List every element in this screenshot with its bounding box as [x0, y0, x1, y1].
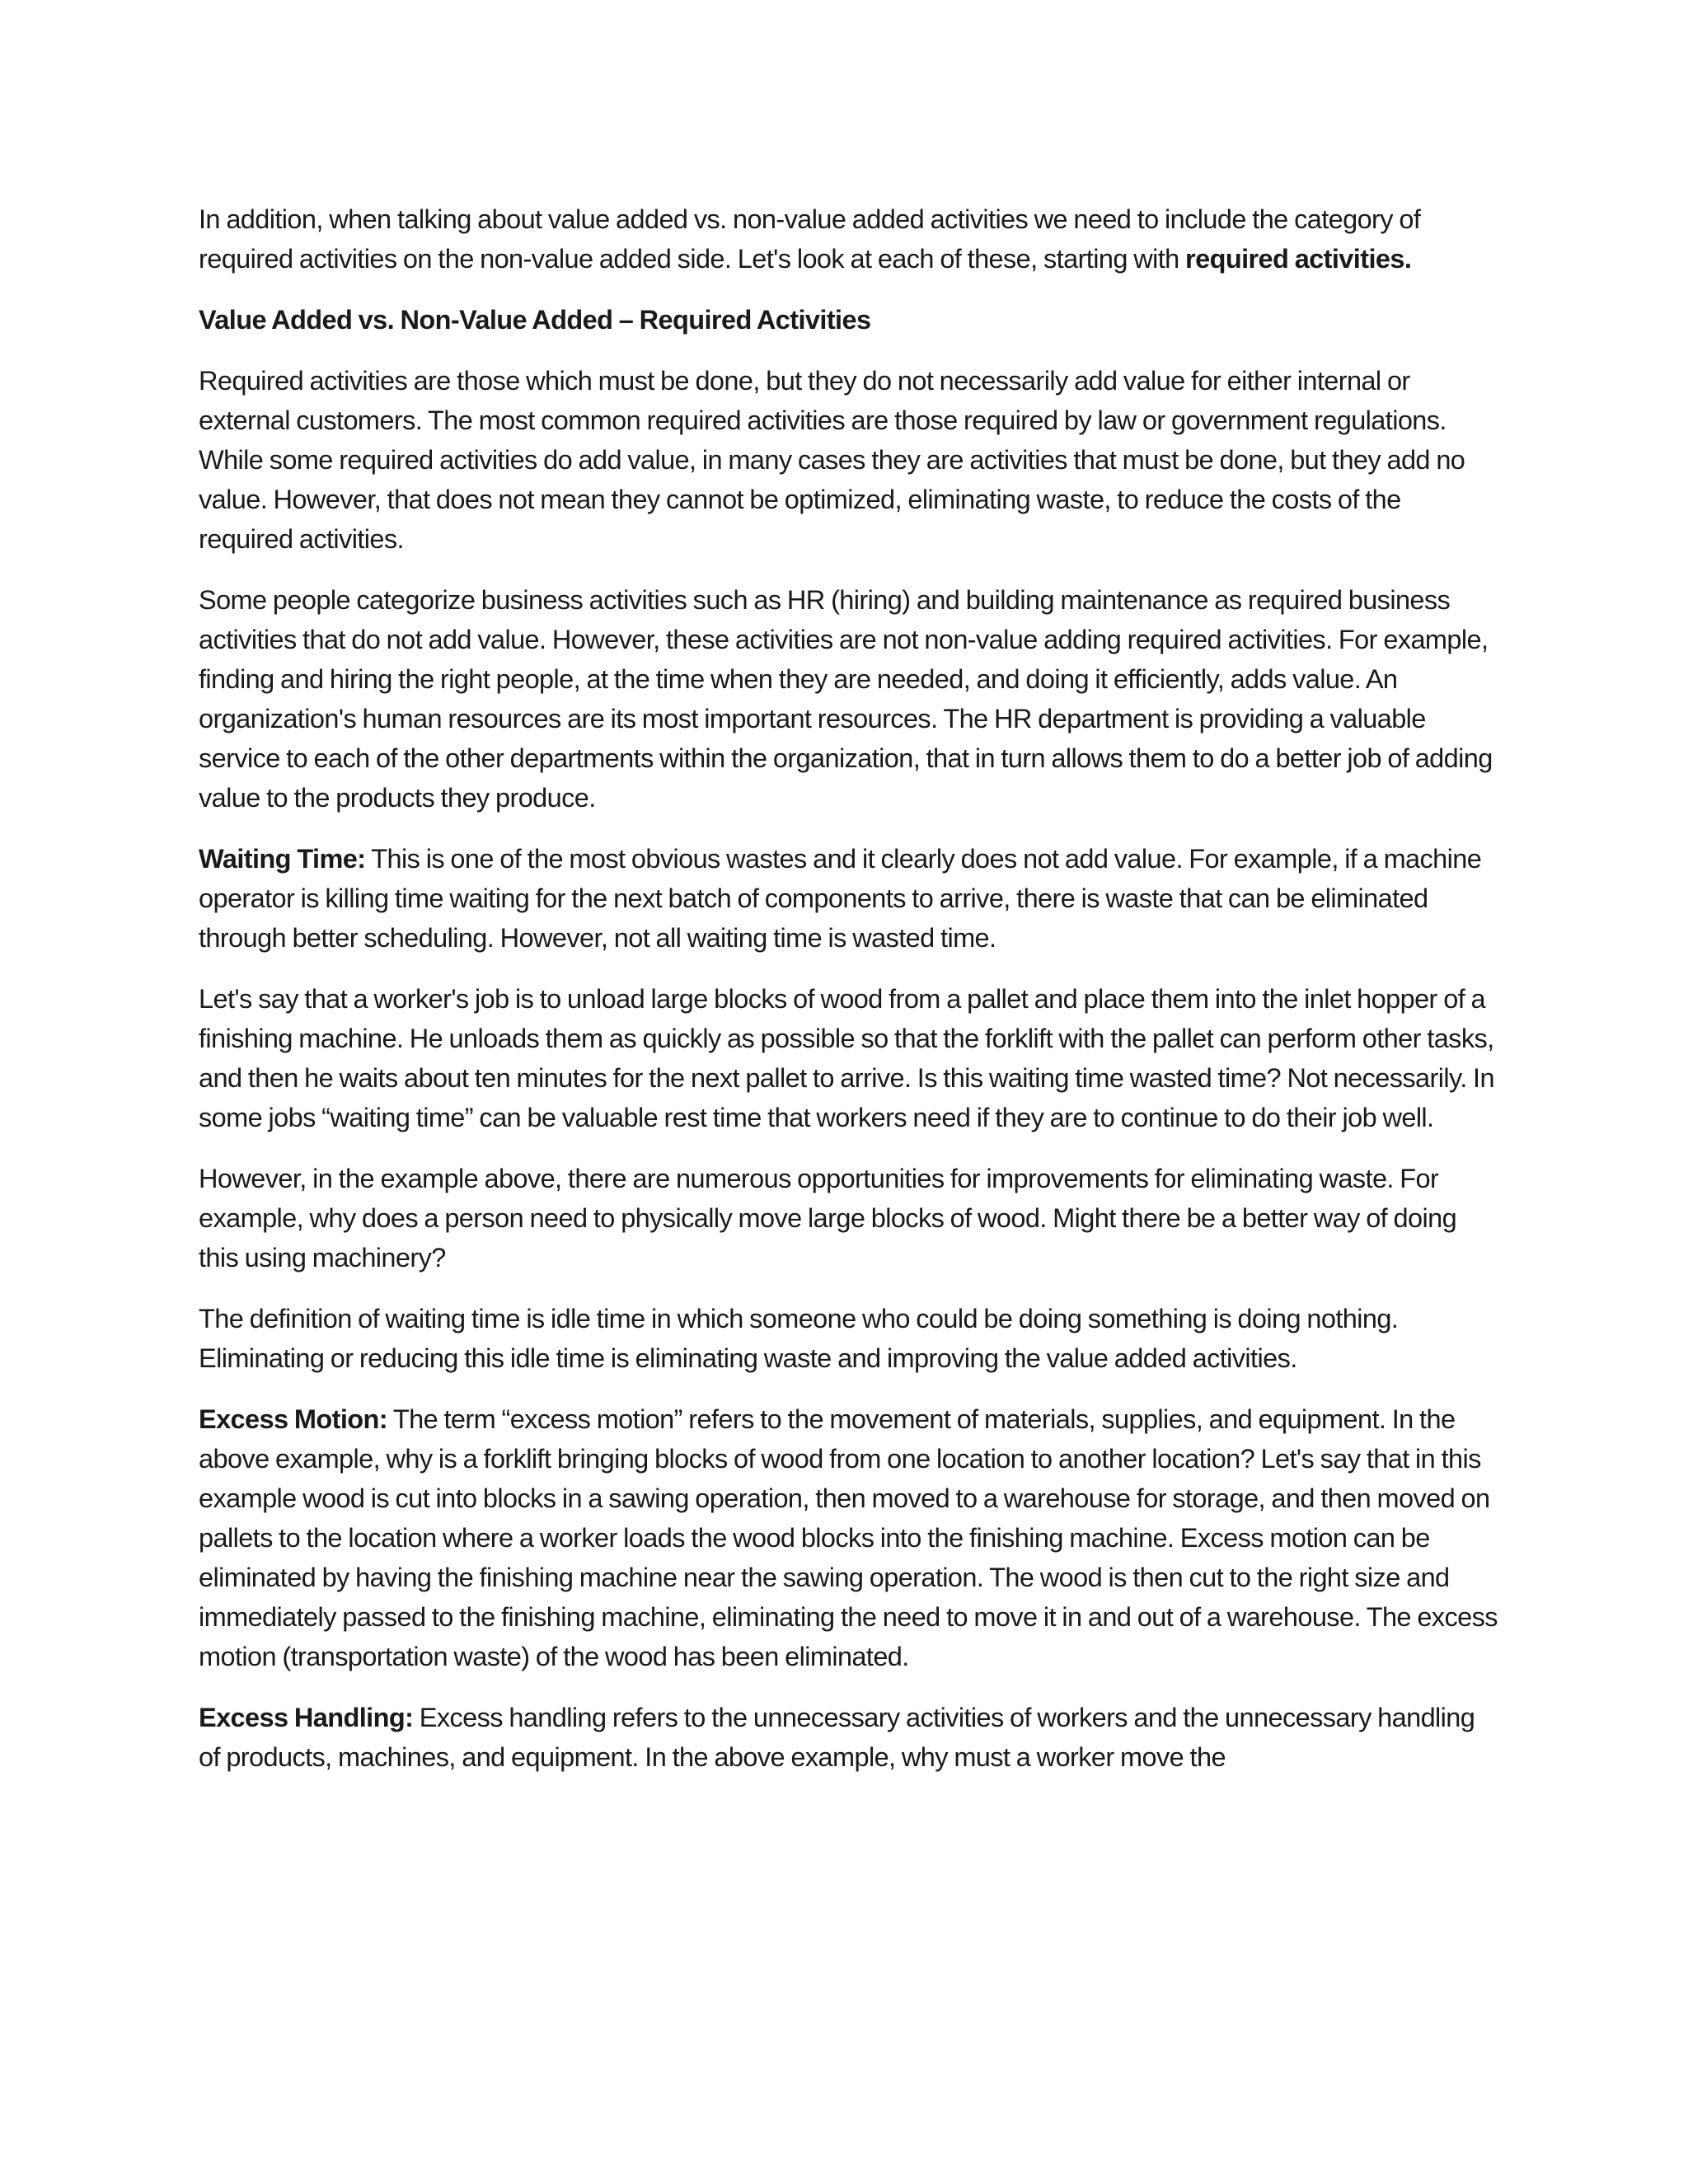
paragraph-text: Required activities are those which must be done, but they do not necessarily add value for either internal or external customers. The most common required activities are those required by law or government regulations. While some required activities do add value, in many cases they are activities that must be done, but they add no value. However, that does not mean they cannot be optimized, eliminating waste, to reduce the costs of the required activities.	[199, 366, 1465, 554]
paragraph-worker-example	[199, 979, 1501, 1137]
intro-text: In addition, when talking about value added vs. non-value added activities we need to include the category of required activities on the non-value added side. Let's look at each of these, starting with	[199, 204, 1421, 274]
paragraph-text: Excess handling refers to the unnecessary activities of workers and the unnecessary handling of products, machines, and equipment. In the above example, why must a worker move the	[199, 1703, 1475, 1772]
paragraph-lead-excess-handling: Excess Handling:	[199, 1703, 414, 1732]
paragraph-text: Let's say that a worker's job is to unload large blocks of wood from a pallet and place them into the inlet hopper of a finishing machine. He unloads them as quickly as possible so that the forklift with the pallet can perform other tasks, and then he waits about ten minutes for the next pallet to arrive. Is this waiting time wasted time? Not necessarily. In some jobs “waiting time” can be valuable rest time that workers need if they are to continue to do their job well.	[199, 984, 1494, 1132]
paragraph-lead-waiting-time: Waiting Time:	[199, 844, 366, 874]
paragraph-excess-motion	[199, 1399, 1501, 1676]
paragraph-waiting-time	[199, 839, 1501, 958]
paragraph-text: Some people categorize business activities such as HR (hiring) and building maintenance as required business activities that do not add value. However, these activities are not non-value adding required activities. For example, finding and hiring the right people, at the time when they are needed, and doing it efficiently, adds value. An organization's human resources are its most important resources. The HR department is providing a valuable service to each of the other departments within the organization, that in turn allows them to do a better job of adding value to the products they produce.	[199, 585, 1493, 813]
paragraph-text: This is one of the most obvious wastes and it clearly does not add value. For example, if a machine operator is killing time waiting for the next batch of components to arrive, there is waste that can be eliminated through better scheduling. However, not all waiting time is wasted time.	[199, 844, 1482, 953]
paragraph-text: The term “excess motion” refers to the movement of materials, supplies, and equipment. In the above example, why is a forklift bringing blocks of wood from one location to another location? Let's say that in this example wood is cut into blocks in a sawing operation, then moved to a warehouse for storage, and then moved on pallets to the location where a worker loads the wood blocks into the finishing machine. Excess motion can be eliminated by having the finishing machine near the sawing operation. The wood is then cut to the right size and immediately passed to the finishing machine, eliminating the need to move it in and out of a warehouse. The excess motion (transportation waste) of the wood has been eliminated.	[199, 1404, 1498, 1671]
paragraph-waiting-definition	[199, 1299, 1501, 1378]
paragraph-text: The definition of waiting time is idle time in which someone who could be doing something is doing nothing. Eliminating or reducing this idle time is eliminating waste and improving the value added activities.	[199, 1304, 1399, 1373]
intro-bold-tail: required activities.	[1185, 244, 1412, 274]
paragraph-excess-handling	[199, 1698, 1501, 1777]
paragraph-hr-activities	[199, 580, 1501, 818]
paragraph-lead-excess-motion: Excess Motion:	[199, 1404, 387, 1434]
paragraph-required-activities	[199, 361, 1501, 559]
section-heading: Value Added vs. Non-Value Added – Required Activities	[199, 305, 871, 335]
paragraph-improvements	[199, 1159, 1501, 1277]
paragraph-text: However, in the example above, there are numerous opportunities for improvements for eliminating waste. For example, why does a person need to physically move large blocks of wood. Might there be a better way of doing this using machinery?	[199, 1164, 1457, 1272]
document-body	[199, 199, 1501, 1798]
intro-paragraph	[199, 199, 1501, 279]
